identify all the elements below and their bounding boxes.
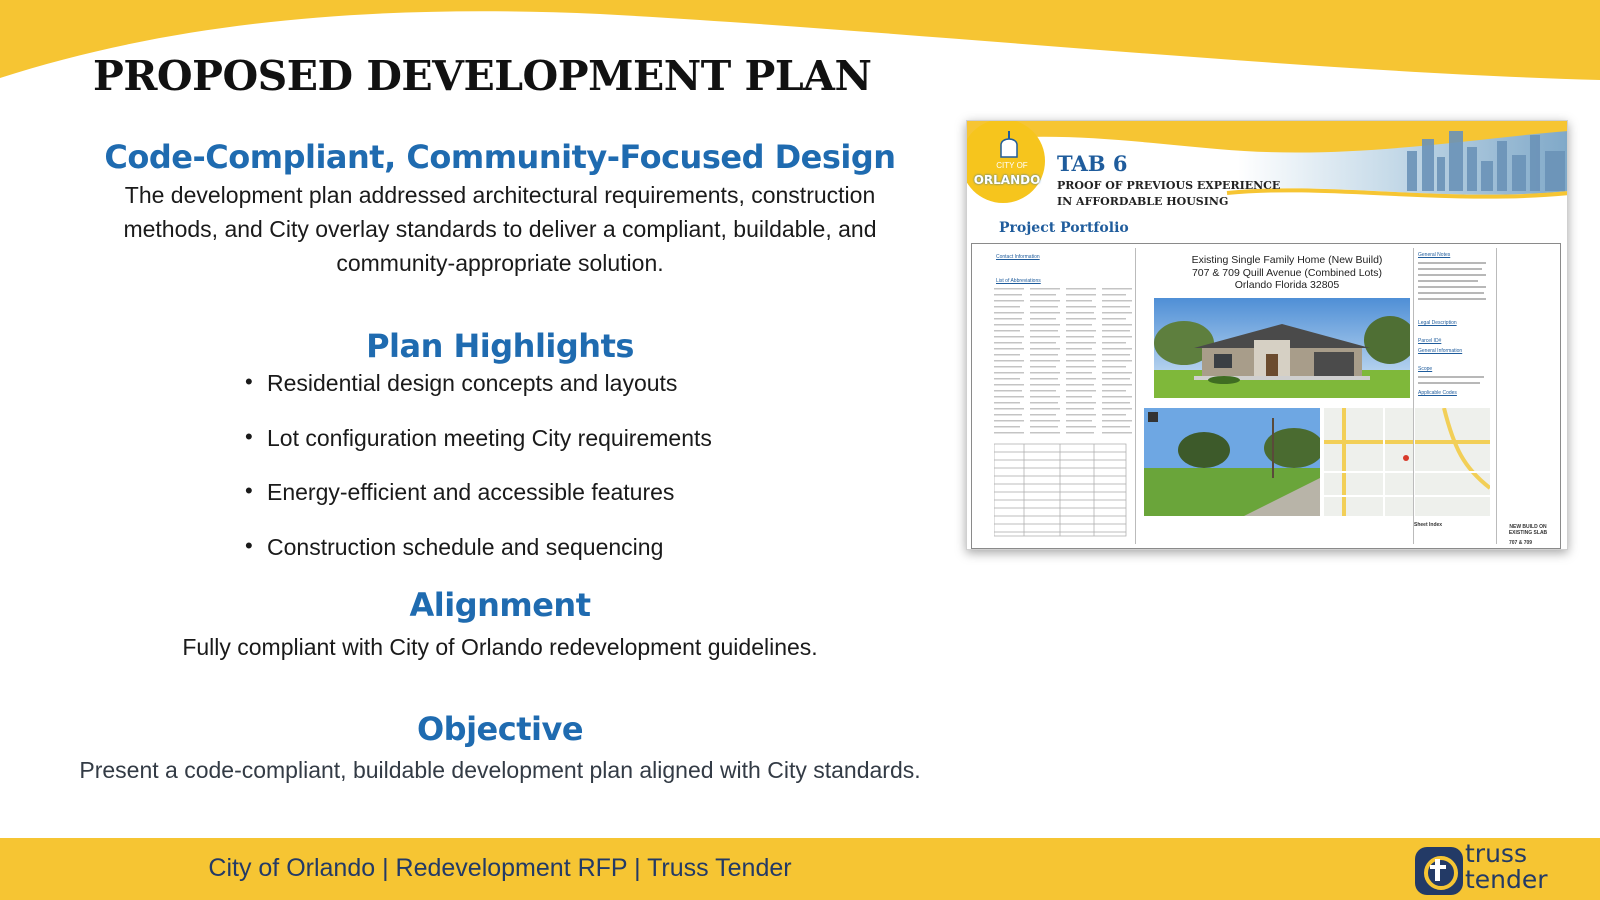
footer-bar bbox=[0, 838, 1600, 900]
sheet-label: Sheet Index bbox=[1414, 522, 1443, 528]
house-rendering bbox=[1154, 298, 1410, 398]
abbreviation-table bbox=[994, 288, 1134, 538]
stamp-text: NEW BUILD ON EXISTING SLAB bbox=[1508, 524, 1548, 536]
sheet-notes-column bbox=[1413, 248, 1493, 544]
sheet-label: Scope bbox=[1418, 366, 1433, 372]
design-heading: Code-Compliant, Community-Focused Design bbox=[104, 138, 896, 176]
sheet-label: General Information bbox=[1418, 348, 1463, 354]
brand-word-line: tender bbox=[1465, 865, 1548, 894]
objective-heading: Objective bbox=[416, 710, 584, 748]
logo-text: ORLANDO bbox=[973, 173, 1041, 187]
sheet-label: Legal Description bbox=[1418, 320, 1457, 326]
note-line bbox=[1418, 286, 1486, 288]
sheet-label: Parcel ID# bbox=[1418, 338, 1442, 344]
truss-tender-logo bbox=[1413, 839, 1563, 900]
note-line bbox=[1418, 268, 1482, 270]
highlight-item: • Construction schedule and sequencing bbox=[245, 534, 865, 589]
sheet-label: Applicable Codes bbox=[1418, 390, 1457, 396]
design-body: The development plan addressed architectural requirements, construction methods, and City overlay standards to deliver a compliant, buildable, and community-appropriate solution. bbox=[123, 182, 877, 276]
note-line bbox=[1418, 280, 1478, 282]
note-line bbox=[1418, 262, 1486, 264]
stamp-number: 707 & 709 bbox=[1509, 540, 1533, 546]
highlights-heading: Plan Highlights bbox=[366, 327, 634, 365]
caption-line: Orlando Florida 32805 bbox=[1234, 279, 1340, 291]
brand-word-line: truss bbox=[1465, 839, 1527, 868]
sheet-label: List of Abbreviations bbox=[996, 278, 1041, 284]
portfolio-subtitle bbox=[1057, 178, 1280, 210]
slide-title: PROPOSED DEVELOPMENT PLAN bbox=[93, 52, 872, 100]
footer-text: City of Orlando | Redevelopment RFP | Truss Tender bbox=[208, 854, 792, 882]
logo-small-text: CITY OF bbox=[996, 161, 1028, 170]
caption-line: 707 & 709 Quill Avenue (Combined Lots) bbox=[1191, 266, 1383, 279]
highlight-item: • Residential design concepts and layouts bbox=[245, 370, 865, 425]
plan-sheet bbox=[971, 243, 1561, 549]
alignment-body: Fully compliant with City of Orlando redevelopment guidelines. bbox=[182, 634, 818, 660]
street-photo bbox=[1144, 408, 1320, 516]
brand-wordmark bbox=[1465, 841, 1548, 893]
portfolio-tab: TAB 6 bbox=[1057, 151, 1128, 176]
highlight-item: • Lot configuration meeting City requirements bbox=[245, 425, 865, 480]
note-line bbox=[1418, 274, 1486, 276]
objective-body: Present a code-compliant, buildable development plan aligned with City standards. bbox=[79, 757, 921, 783]
portfolio-subtitle-line: IN AFFORDABLE HOUSING bbox=[1057, 195, 1229, 208]
note-line bbox=[1418, 376, 1484, 378]
truss-tender-logo-icon bbox=[1413, 845, 1465, 897]
portfolio-subtitle-line: PROOF OF PREVIOUS EXPERIENCE bbox=[1057, 179, 1281, 192]
sheet-stamp-column bbox=[1496, 248, 1556, 544]
note-line bbox=[1418, 292, 1484, 294]
portfolio-section-title: Project Portfolio bbox=[999, 220, 1129, 236]
highlight-item: • Energy-efficient and accessible features bbox=[245, 479, 865, 534]
note-line bbox=[1418, 298, 1486, 300]
caption-line: Existing Single Family Home (New Build) bbox=[1191, 254, 1383, 266]
project-caption bbox=[1147, 254, 1427, 292]
portfolio-image bbox=[966, 120, 1568, 550]
sheet-label: General Notes bbox=[1418, 252, 1451, 258]
dome-icon bbox=[997, 129, 1021, 159]
alignment-heading: Alignment bbox=[409, 586, 591, 624]
highlights-list bbox=[245, 370, 865, 588]
sheet-label: Contact Information bbox=[996, 254, 1040, 260]
note-line bbox=[1418, 382, 1480, 384]
sheet-left-column bbox=[976, 248, 1136, 544]
